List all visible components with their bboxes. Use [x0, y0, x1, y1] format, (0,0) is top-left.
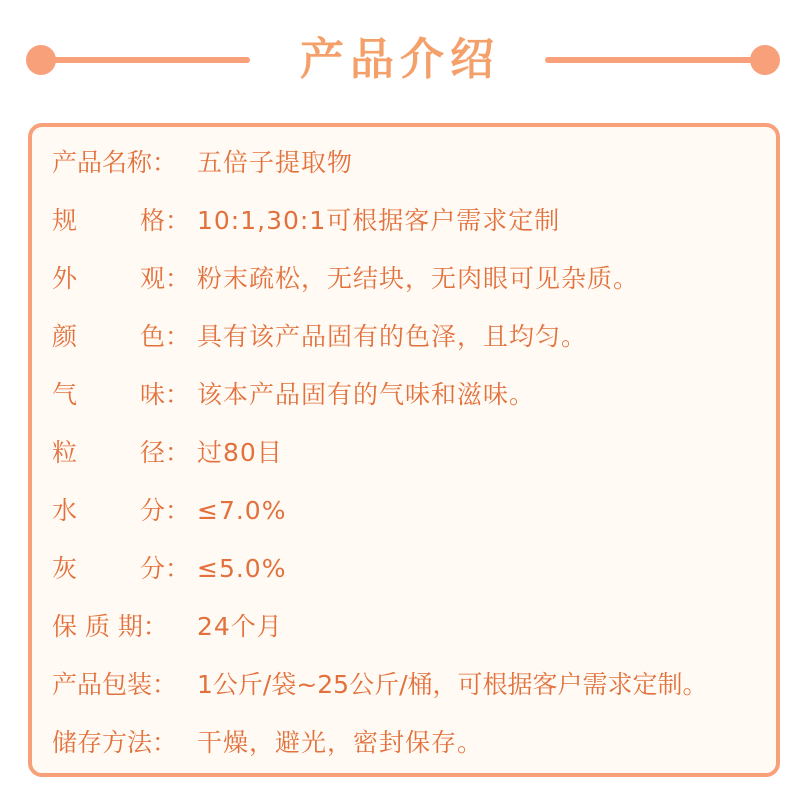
row-ash	[52, 549, 286, 589]
row-value: ≤7.0%	[197, 496, 287, 525]
row-spec	[52, 201, 560, 241]
row-product-name	[52, 143, 353, 183]
header-dot-left	[26, 45, 56, 75]
row-label-first: 灰	[52, 554, 78, 583]
row-value: ≤5.0%	[197, 554, 287, 583]
row-particle-size	[52, 433, 283, 473]
row-label	[52, 433, 197, 473]
row-label	[52, 549, 197, 589]
row-value: 1公斤/袋~25公斤/桶，可根据客户需求定制。	[197, 670, 708, 699]
row-moisture	[52, 491, 286, 531]
row-packaging	[52, 665, 708, 705]
row-label-first: 气	[52, 380, 78, 409]
row-shelf-life	[52, 607, 283, 647]
row-odor	[52, 375, 535, 415]
row-label-second: 色：	[140, 322, 191, 351]
row-appearance	[52, 259, 639, 299]
page-title: 产品介绍	[300, 34, 500, 85]
row-label-second: 分：	[140, 496, 191, 525]
row-value: 该本产品固有的气味和滋味。	[197, 380, 536, 409]
header-line-left	[40, 57, 250, 63]
row-value: 具有该产品固有的色泽，且均匀。	[197, 322, 588, 351]
row-label-first: 水	[52, 496, 78, 525]
row-label-first: 颜	[52, 322, 78, 351]
row-label-second: 观：	[140, 264, 191, 293]
row-label: 保 质 期：	[52, 612, 168, 641]
row-label-second: 格：	[140, 206, 191, 235]
row-label-second: 分：	[140, 554, 191, 583]
row-label	[52, 375, 197, 415]
row-label	[52, 491, 197, 531]
row-label	[52, 201, 197, 241]
section-header	[0, 0, 800, 120]
row-value: 五倍子提取物	[197, 148, 354, 177]
row-value: 粉末疏松，无结块，无肉眼可见杂质。	[197, 264, 640, 293]
row-label	[52, 317, 197, 357]
row-label-second: 径：	[140, 438, 191, 467]
row-label	[52, 259, 197, 299]
row-label-first: 外	[52, 264, 78, 293]
row-label-second: 味：	[140, 380, 191, 409]
row-label-first: 粒	[52, 438, 78, 467]
row-color	[52, 317, 587, 357]
row-value: 干燥，避光，密封保存。	[197, 728, 484, 757]
row-value: 过80目	[197, 438, 283, 467]
header-dot-right	[750, 45, 780, 75]
row-value: 24个月	[197, 612, 283, 641]
row-label-first: 规	[52, 206, 78, 235]
row-value: 10:1,30:1可根据客户需求定制	[197, 206, 561, 235]
header-line-right	[545, 57, 767, 63]
row-label: 产品包装：	[52, 670, 178, 699]
product-info-card	[28, 123, 780, 777]
row-label: 产品名称：	[52, 148, 178, 177]
row-label: 储存方法：	[52, 728, 178, 757]
row-storage	[52, 723, 483, 763]
